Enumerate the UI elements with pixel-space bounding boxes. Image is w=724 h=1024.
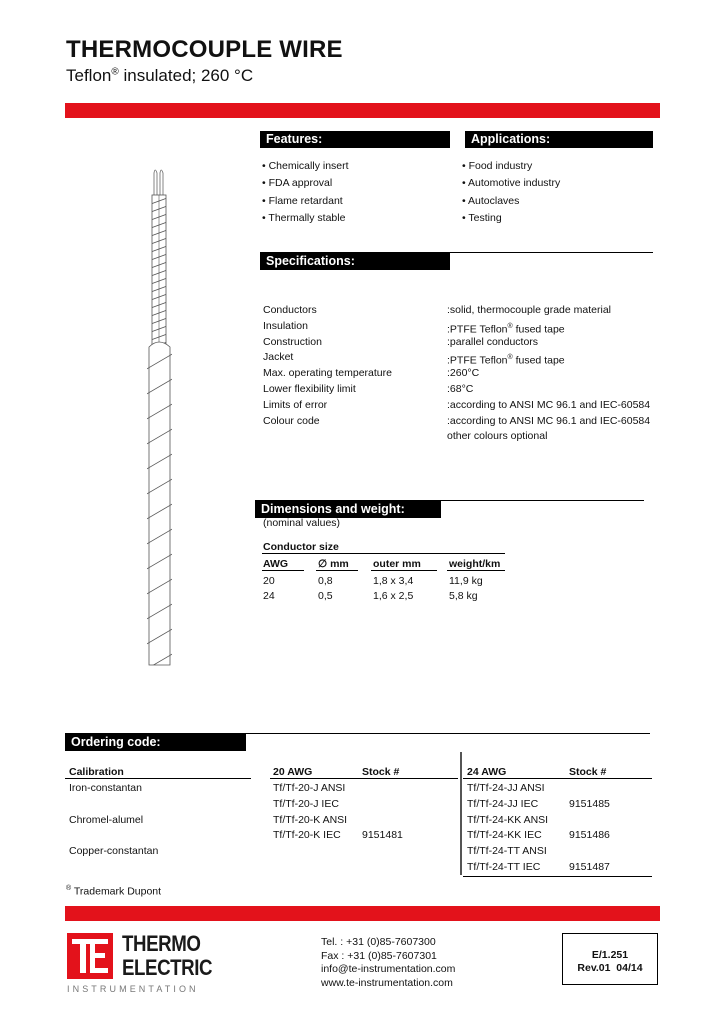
company-logo (67, 931, 213, 995)
list-item: Iron-constantan (69, 782, 142, 794)
list-item: Tf/Tf-20-K IEC (273, 829, 341, 842)
fax-number: Fax : +31 (0)85-7607301 (321, 949, 437, 962)
list-item (362, 781, 442, 797)
list-item: • Automotive industry (462, 175, 652, 192)
list-item (569, 813, 649, 829)
spec-value-text: fused tape (512, 354, 565, 367)
list-item: Tf/Tf-24-TT ANSI (467, 845, 547, 858)
spec-value: :according to ANSI MC 96.1 and IEC-60584 (447, 414, 651, 427)
logo-thermo: THERMO (122, 931, 201, 956)
logo-instrumentation: INSTRUMENTATION (67, 984, 199, 994)
registered-mark: ® (507, 322, 513, 330)
spec-label: Colour code (263, 414, 320, 427)
dim-cell: 1,6 x 2,5 (373, 590, 414, 602)
features-heading: Features: (260, 131, 450, 148)
spec-label: Conductors (263, 304, 317, 316)
ord-col-stock-20: Stock # (362, 766, 400, 778)
ord-col-stock-24: Stock # (569, 766, 607, 778)
list-item (69, 860, 269, 876)
spec-row (263, 366, 663, 382)
features-list (262, 158, 452, 227)
dim-cell: 5,8 kg (449, 590, 478, 602)
wire-illustration (140, 165, 190, 675)
phone-number: Tel. : +31 (0)85-7607300 (321, 936, 436, 948)
ord-20awg-list (273, 781, 363, 876)
list-item (362, 813, 442, 829)
spec-row (263, 335, 663, 351)
spec-row (263, 414, 663, 430)
ord-header-rule (463, 778, 652, 779)
trademark-text: Trademark Dupont (71, 885, 162, 898)
list-item (362, 797, 442, 813)
list-item: • Testing (462, 210, 652, 227)
ord-col-20awg: 20 AWG (273, 766, 313, 778)
dim-cell: 0,5 (318, 590, 333, 602)
spec-label: Insulation (263, 319, 308, 332)
spec-value-text: fused tape (512, 323, 565, 336)
subtitle-main: Teflon (66, 66, 112, 85)
dim-col-rule (447, 570, 505, 571)
specifications-heading: Specifications: (260, 253, 450, 270)
list-item: Chromel-alumel (69, 813, 144, 826)
spec-value: :according to ANSI MC 96.1 and IEC-60584 (447, 398, 651, 411)
list-item: • Thermally stable (262, 210, 452, 227)
list-item: • Food industry (462, 158, 652, 175)
list-item: • Chemically insert (262, 158, 452, 175)
spec-value: :260°C (447, 367, 480, 380)
applications-heading: Applications: (465, 131, 653, 148)
trademark-note (66, 885, 161, 898)
list-item: Tf/Tf-20-K ANSI (273, 813, 348, 826)
te-logo-icon (67, 933, 113, 979)
conductor-size-title: Conductor size (263, 541, 339, 553)
spec-label: Construction (263, 335, 322, 348)
dimensions-heading: Dimensions and weight: (255, 501, 441, 518)
spec-label: Jacket (263, 351, 294, 364)
list-item: • Flame retardant (262, 193, 452, 210)
page-title: THERMOCOUPLE WIRE (66, 36, 343, 63)
spec-label: Limits of error (263, 398, 328, 411)
dim-col-outer: outer mm (373, 558, 421, 570)
dim-cell: 11,9 kg (449, 575, 483, 587)
dim-col-awg: AWG (263, 558, 289, 570)
ord-footer-rule (463, 876, 652, 877)
conductor-size-rule (262, 553, 505, 554)
list-item (69, 797, 269, 813)
list-item (273, 844, 363, 860)
spec-value: :68°C (447, 383, 474, 395)
spec-value-text: :PTFE Teflon (447, 323, 508, 336)
spec-row (263, 303, 663, 319)
bottom-red-bar (65, 906, 660, 921)
registered-mark: ® (66, 885, 72, 892)
email-address: info@te-instrumentation.com (321, 963, 456, 976)
page-subtitle (66, 66, 253, 86)
list-item: • FDA approval (262, 175, 452, 192)
dim-cell: 24 (263, 590, 275, 602)
spec-value: :solid, thermocouple grade material (447, 304, 612, 316)
list-item: Tf/Tf-24-JJ IEC (467, 797, 539, 810)
ord-stock-24-list (569, 781, 649, 876)
contact-block (321, 936, 455, 990)
document-code: E/1.251 (591, 949, 629, 961)
dim-col-rule (316, 570, 358, 571)
list-item (569, 781, 649, 797)
list-item: Tf/Tf-24-TT IEC (467, 860, 541, 873)
ord-header-rule (270, 778, 458, 779)
applications-list (462, 158, 652, 227)
list-item: Tf/Tf-24-KK IEC (467, 829, 542, 842)
list-item: Copper-constantan (69, 845, 159, 858)
ord-header-rule (65, 778, 251, 779)
list-item: 9151485 (569, 797, 610, 810)
list-item: Tf/Tf-24-KK ANSI (467, 813, 549, 826)
ord-calibration-list (69, 781, 269, 876)
list-item (362, 844, 442, 860)
dim-col-rule (262, 570, 304, 571)
spec-row (263, 382, 663, 398)
list-item (362, 860, 442, 876)
dim-col-rule (371, 570, 437, 571)
dim-col-diameter: ∅ mm (318, 558, 349, 570)
document-code-box (562, 933, 658, 985)
list-item: Tf/Tf-20-J ANSI (273, 782, 346, 794)
registered-mark: ® (507, 354, 513, 362)
spec-value: :parallel conductors (447, 335, 539, 348)
spec-value: other colours optional (447, 430, 548, 443)
ordering-heading: Ordering code: (65, 734, 246, 751)
website-url: www.te-instrumentation.com (321, 976, 453, 989)
top-red-bar (65, 103, 660, 118)
ord-col-calibration: Calibration (69, 766, 124, 778)
registered-mark: ® (111, 66, 119, 78)
spec-value-text: :PTFE Teflon (447, 354, 508, 367)
list-item: • Autoclaves (462, 193, 652, 210)
logo-electric: ELECTRIC (122, 955, 213, 980)
dim-col-weight: weight/km (449, 558, 501, 570)
ord-col-24awg: 24 AWG (467, 766, 507, 778)
list-item (569, 844, 649, 860)
dim-cell: 1,8 x 3,4 (373, 575, 414, 587)
ord-stock-20-list (362, 781, 442, 876)
spec-label: Lower flexibility limit (263, 383, 356, 395)
dim-cell: 20 (263, 575, 275, 587)
list-item: 9151481 (362, 829, 403, 842)
dim-cell: 0,8 (318, 575, 333, 587)
ord-24awg-list (467, 781, 567, 876)
spec-row (263, 429, 663, 445)
subtitle-rest: insulated; 260 °C (118, 66, 254, 85)
spec-row (263, 319, 663, 335)
list-item: Tf/Tf-24-JJ ANSI (467, 782, 545, 794)
dimensions-note: (nominal values) (263, 517, 341, 529)
list-item (69, 828, 269, 844)
spec-row (263, 398, 663, 414)
ord-vertical-divider (460, 752, 462, 875)
list-item: Tf/Tf-20-J IEC (273, 797, 339, 810)
document-revision: Rev.01 04/14 (577, 962, 643, 974)
spec-row (263, 350, 663, 366)
list-item: 9151487 (569, 860, 610, 873)
spec-label: Max. operating temperature (263, 367, 392, 380)
list-item: 9151486 (569, 829, 610, 842)
list-item (273, 860, 363, 876)
